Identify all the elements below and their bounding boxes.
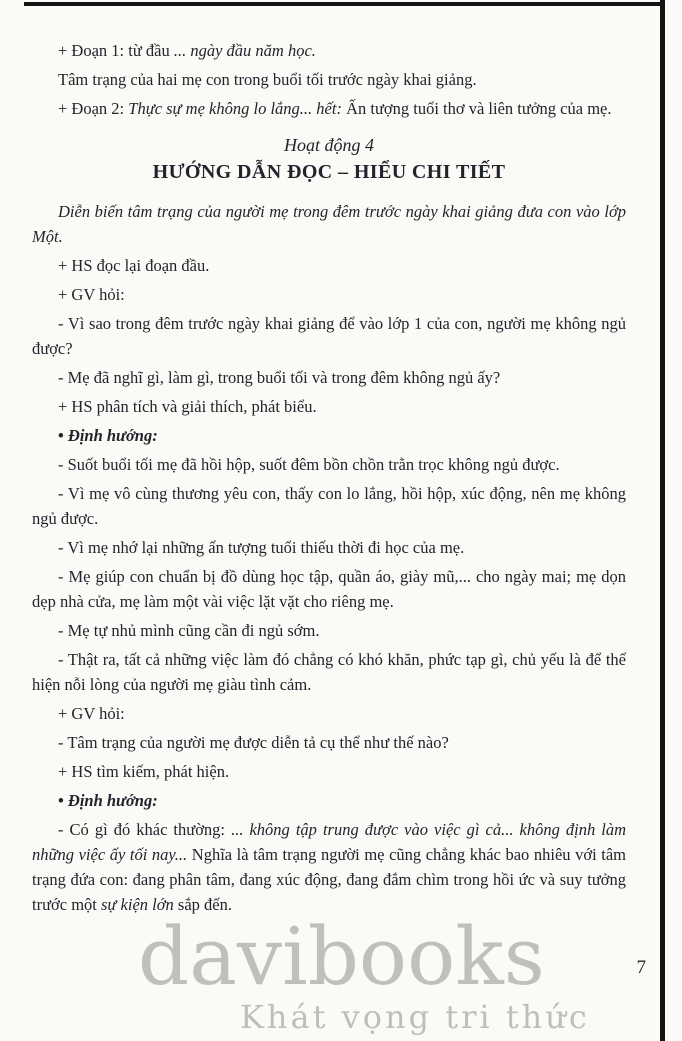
page-content xyxy=(32,38,626,921)
paragraph: - Vì mẹ vô cùng thương yêu con, thấy con lo lắng, hồi hộp, xúc động, nên mẹ không ngủ được. xyxy=(32,484,626,528)
paragraph: Tâm trạng của hai mẹ con trong buổi tối trước ngày khai giảng. xyxy=(58,70,477,89)
watermark-logo: davibooks xyxy=(138,910,545,1003)
page-border-top xyxy=(24,2,665,6)
page-number: 7 xyxy=(636,957,646,978)
paragraph: - Tâm trạng của người mẹ được diễn tả cụ thể như thế nào? xyxy=(58,733,449,752)
paragraph: • Định hướng: xyxy=(58,791,158,810)
watermark-slogan: Khát vọng tri thức xyxy=(240,998,590,1036)
page-border-right xyxy=(660,0,665,1041)
paragraph: - Mẹ đã nghĩ gì, làm gì, trong buổi tối và trong đêm không ngủ ấy? xyxy=(58,368,501,387)
paragraph: + GV hỏi: xyxy=(58,285,125,304)
paragraph: - Mẹ giúp con chuẩn bị đồ dùng học tập, quần áo, giày mũ,... cho ngày mai; mẹ dọn dẹp nhà cửa, mẹ làm một vài việc lặt vặt cho riêng mẹ. xyxy=(32,567,626,611)
paragraph: - Vì mẹ nhớ lại những ấn tượng tuổi thiếu thời đi học của mẹ. xyxy=(58,538,465,557)
paragraph: + HS tìm kiếm, phát hiện. xyxy=(58,762,230,781)
paragraph: - Có gì đó khác thường: ... không tập trung được vào việc gì cả... không định làm những việc ấy tối nay... Nghĩa là tâm trạng người mẹ cũng chẳng khác bao nhiêu với tâm trạng đứa con: đang phân tâm, đang xúc động, đang đắm chìm trong hồi ức và suy tưởng trước một sự kiện lớn sắp đến. xyxy=(32,820,626,914)
paragraph: • Định hướng: xyxy=(58,426,158,445)
paragraph: + HS đọc lại đoạn đầu. xyxy=(58,256,210,275)
paragraph: - Thật ra, tất cả những việc làm đó chẳng có khó khăn, phức tạp gì, chủ yếu là để thể hiện nỗi lòng của người mẹ giàu tình cảm. xyxy=(32,650,626,694)
paragraph: + GV hỏi: xyxy=(58,704,125,723)
paragraph: - Suốt buổi tối mẹ đã hồi hộp, suốt đêm bồn chồn trằn trọc không ngủ được. xyxy=(58,455,560,474)
paragraph: - Mẹ tự nhủ mình cũng cần đi ngủ sớm. xyxy=(58,621,320,640)
paragraph: + Đoạn 2: Thực sự mẹ không lo lắng... hết: Ấn tượng tuổi thơ và liên tưởng của mẹ. xyxy=(58,99,612,118)
paragraph: + HS phân tích và giải thích, phát biểu. xyxy=(58,397,317,416)
section-heading: HƯỚNG DẪN ĐỌC – HIỂU CHI TIẾT xyxy=(152,161,506,183)
activity-heading: Hoạt động 4 xyxy=(284,135,374,155)
paragraph: Diễn biến tâm trạng của người mẹ trong đêm trước ngày khai giảng đưa con vào lớp Một. xyxy=(32,202,626,246)
paragraph: - Vì sao trong đêm trước ngày khai giảng để vào lớp 1 của con, người mẹ không ngủ được? xyxy=(32,314,626,358)
paragraph: + Đoạn 1: từ đầu ... ngày đầu năm học. xyxy=(58,41,316,60)
